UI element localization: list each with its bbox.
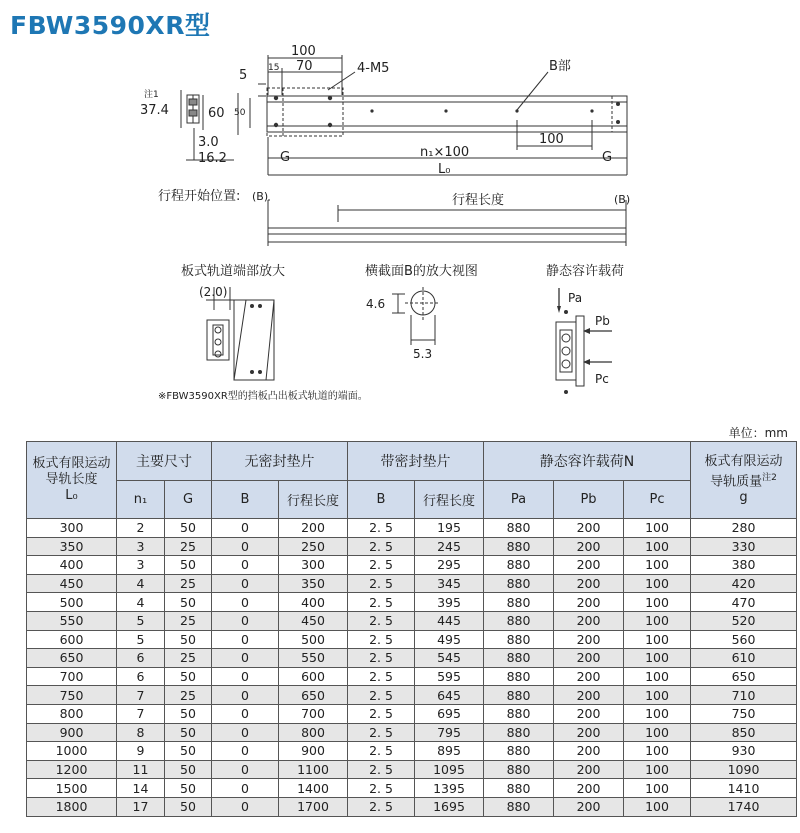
header-g: G [165,481,212,519]
table-cell: 0 [212,593,279,612]
table-cell: 0 [212,611,279,630]
table-cell: 6 [117,667,165,686]
table-cell: 7 [117,686,165,705]
detail1-title: 板式轨道端部放大 [181,264,286,279]
header-stroke-with-seal: 行程长度 [415,481,484,519]
table-cell: 2. 5 [348,686,415,705]
dim-15: 15 [268,63,280,73]
table-cell: 500 [27,593,117,612]
table-cell: 100 [624,704,691,723]
table-cell: 0 [212,556,279,575]
table-row [27,686,797,705]
table-cell: 880 [484,519,554,538]
table-cell: 50 [165,723,212,742]
table-cell: 880 [484,723,554,742]
table-cell: 200 [554,537,624,556]
table-cell: 1095 [415,760,484,779]
table-cell: 2. 5 [348,723,415,742]
table-cell: 700 [279,704,348,723]
table-cell: 200 [554,760,624,779]
table-cell: 600 [27,630,117,649]
unit-label: 单位：mm [728,426,788,440]
table-cell: 100 [624,574,691,593]
table-cell: 17 [117,797,165,816]
stroke-b-left: (B) [252,190,269,203]
table-cell: 0 [212,574,279,593]
dim-l0: L₀ [438,162,451,177]
dim-n1x100: n₁×100 [420,145,470,160]
table-cell: 2. 5 [348,611,415,630]
table-cell: 400 [27,556,117,575]
header-main-dims: 主要尺寸 [117,442,212,481]
table-row [27,704,797,723]
note-1: 注1 [144,90,159,100]
table-cell: 1400 [279,779,348,798]
header-l0-line1: 板式有限运动 [32,456,111,471]
header-l0-line2: 导轨长度 [45,472,98,487]
table-cell: 595 [415,667,484,686]
table-cell: 395 [415,593,484,612]
table-cell: 1700 [279,797,348,816]
table-cell: 750 [27,686,117,705]
table-cell: 50 [165,630,212,649]
table-cell: 1695 [415,797,484,816]
table-cell: 250 [279,537,348,556]
table-cell: 8 [117,723,165,742]
table-cell: 100 [624,630,691,649]
table-cell: 100 [624,686,691,705]
header-b-with-seal: B [348,481,415,519]
header-mass-line1: 板式有限运动 [704,453,783,469]
header-mass-unit: g [739,490,748,506]
table-row [27,760,797,779]
dim-100-top: 100 [291,44,316,59]
table-cell: 200 [554,574,624,593]
table-cell: 0 [212,686,279,705]
table-cell: 600 [279,667,348,686]
table-cell: 750 [691,704,797,723]
table-cell: 100 [624,611,691,630]
label-b-part: B部 [549,59,571,74]
table-cell: 450 [279,611,348,630]
table-cell: 880 [484,760,554,779]
table-cell: 200 [554,649,624,668]
table-cell: 2. 5 [348,760,415,779]
table-cell: 330 [691,537,797,556]
page-title: FBW3590XR型 [10,11,211,40]
table-cell: 280 [691,519,797,538]
dim-37-4: 37.4 [140,103,169,118]
table-cell: 2 [117,519,165,538]
table-cell: 4 [117,574,165,593]
table-cell: 895 [415,742,484,761]
table-cell: 2. 5 [348,742,415,761]
table-cell: 550 [279,649,348,668]
table-cell: 495 [415,630,484,649]
table-cell: 9 [117,742,165,761]
table-cell: 245 [415,537,484,556]
table-cell: 880 [484,704,554,723]
table-cell: 25 [165,649,212,668]
table-cell: 100 [624,593,691,612]
table-cell: 1100 [279,760,348,779]
table-row [27,742,797,761]
table-cell: 300 [279,556,348,575]
header-pa: Pa [484,481,554,519]
table-cell: 100 [624,537,691,556]
table-cell: 2. 5 [348,667,415,686]
table-cell: 880 [484,797,554,816]
stroke-length-label: 行程长度 [452,193,505,208]
table-row [27,630,797,649]
table-cell: 50 [165,797,212,816]
table-cell: 0 [212,667,279,686]
table-cell: 100 [624,519,691,538]
table-cell: 100 [624,760,691,779]
table-row [27,574,797,593]
table-cell: 200 [554,704,624,723]
table-cell: 710 [691,686,797,705]
table-cell: 1410 [691,779,797,798]
table-row [27,519,797,538]
dim-g-right: G [602,150,613,165]
load-pb: Pb [595,314,610,328]
header-mass-note: 注2 [762,472,777,483]
table-cell: 2. 5 [348,574,415,593]
table-cell: 200 [554,779,624,798]
table-cell: 7 [117,704,165,723]
table-cell: 100 [624,649,691,668]
table-cell: 880 [484,779,554,798]
table-cell: 2. 5 [348,593,415,612]
table-cell: 700 [27,667,117,686]
header-l0 [27,442,117,519]
table-cell: 50 [165,519,212,538]
header-static-load: 静态容许载荷N [484,442,691,481]
table-cell: 200 [554,723,624,742]
table-cell: 500 [279,630,348,649]
table-cell: 3 [117,556,165,575]
table-cell: 545 [415,649,484,668]
table-cell: 195 [415,519,484,538]
table-cell: 200 [554,686,624,705]
table-cell: 0 [212,630,279,649]
table-cell: 880 [484,630,554,649]
table-cell: 3 [117,537,165,556]
table-cell: 11 [117,760,165,779]
table-row [27,593,797,612]
load-pa: Pa [568,291,583,305]
table-cell: 0 [212,537,279,556]
detail3-title: 静态容许载荷 [546,264,625,279]
table-cell: 880 [484,537,554,556]
header-mass-line2: 导轨质量 [710,474,763,490]
header-pc: Pc [624,481,691,519]
table-cell: 200 [554,593,624,612]
table-cell: 200 [554,667,624,686]
table-cell: 6 [117,649,165,668]
dim-5: 5 [239,68,248,83]
stroke-start-label: 行程开始位置: [158,189,241,204]
table-cell: 14 [117,779,165,798]
table-cell: 610 [691,649,797,668]
header-with-seal: 带密封垫片 [348,442,484,481]
table-cell: 0 [212,742,279,761]
table-cell: 50 [165,667,212,686]
load-pc: Pc [595,372,609,386]
table-cell: 1200 [27,760,117,779]
table-cell: 380 [691,556,797,575]
table-cell: 2. 5 [348,537,415,556]
table-cell: 795 [415,723,484,742]
table-cell: 900 [279,742,348,761]
table-cell: 5 [117,630,165,649]
table-cell: 800 [279,723,348,742]
table-cell: 560 [691,630,797,649]
table-cell: 400 [279,593,348,612]
table-cell: 200 [554,797,624,816]
table-cell: 880 [484,611,554,630]
table-cell: 650 [27,649,117,668]
table-cell: 345 [415,574,484,593]
table-cell: 880 [484,556,554,575]
dim-50: 50 [234,108,246,118]
detail1-dim: (2.0) [199,285,228,299]
table-cell: 880 [484,574,554,593]
table-cell: 470 [691,593,797,612]
table-cell: 880 [484,649,554,668]
table-cell: 900 [27,723,117,742]
table-cell: 100 [624,723,691,742]
table-cell: 50 [165,704,212,723]
table-cell: 200 [554,611,624,630]
table-row [27,537,797,556]
table-cell: 50 [165,742,212,761]
table-cell: 0 [212,649,279,668]
table-cell: 650 [279,686,348,705]
table-cell: 880 [484,742,554,761]
table-cell: 200 [554,742,624,761]
table-cell: 1740 [691,797,797,816]
table-cell: 350 [27,537,117,556]
table-cell: 25 [165,537,212,556]
detail2-dim-5-3: 5.3 [413,347,433,361]
table-row [27,649,797,668]
dim-100-b: 100 [539,132,564,147]
table-cell: 520 [691,611,797,630]
table-cell: 100 [624,742,691,761]
table-cell: 25 [165,574,212,593]
table-row [27,611,797,630]
table-cell: 1500 [27,779,117,798]
table-row [27,723,797,742]
table-cell: 420 [691,574,797,593]
table-cell: 200 [554,630,624,649]
table-row [27,667,797,686]
table-cell: 445 [415,611,484,630]
table-cell: 1090 [691,760,797,779]
table-cell: 0 [212,797,279,816]
table-cell: 50 [165,779,212,798]
header-pb: Pb [554,481,624,519]
header-l0-sym: L₀ [65,488,78,503]
table-cell: 2. 5 [348,649,415,668]
table-cell: 1000 [27,742,117,761]
detail2-title: 横截面B的放大视图 [365,264,478,279]
dim-g-left: G [280,150,291,165]
table-cell: 800 [27,704,117,723]
header-mass [691,442,797,519]
table-cell: 2. 5 [348,797,415,816]
dim-m5: 4-M5 [357,61,390,76]
table-cell: 5 [117,611,165,630]
table-cell: 1395 [415,779,484,798]
table-cell: 930 [691,742,797,761]
dim-3-0: 3.0 [198,135,219,150]
table-cell: 0 [212,779,279,798]
table-cell: 650 [691,667,797,686]
table-body [27,519,797,817]
dim-16-2: 16.2 [198,151,227,166]
table-row [27,797,797,816]
dim-60: 60 [208,106,225,121]
table-row [27,779,797,798]
table-cell: 880 [484,667,554,686]
table-cell: 50 [165,556,212,575]
table-cell: 2. 5 [348,556,415,575]
header-no-seal: 无密封垫片 [212,442,348,481]
table-cell: 200 [554,556,624,575]
table-cell: 100 [624,667,691,686]
table-cell: 0 [212,519,279,538]
table-cell: 0 [212,723,279,742]
table-cell: 2. 5 [348,630,415,649]
table-cell: 100 [624,797,691,816]
table-cell: 2. 5 [348,779,415,798]
stroke-b-right: (B) [614,193,631,206]
table-row [27,556,797,575]
table-cell: 25 [165,686,212,705]
table-cell: 880 [484,593,554,612]
table-cell: 200 [554,519,624,538]
table-cell: 2. 5 [348,704,415,723]
table-cell: 295 [415,556,484,575]
detail2-dim-4-6: 4.6 [366,297,386,311]
table-cell: 2. 5 [348,519,415,538]
table-cell: 850 [691,723,797,742]
table-cell: 100 [624,779,691,798]
table-cell: 300 [27,519,117,538]
table-cell: 450 [27,574,117,593]
dim-70: 70 [296,59,313,74]
header-stroke-no-seal: 行程长度 [279,481,348,519]
table-cell: 550 [27,611,117,630]
table-cell: 645 [415,686,484,705]
header-n1: n₁ [117,481,165,519]
table-cell: 25 [165,611,212,630]
header-b-no-seal: B [212,481,279,519]
table-cell: 4 [117,593,165,612]
table-cell: 695 [415,704,484,723]
table-cell: 200 [279,519,348,538]
footnote: ※FBW3590XR型的挡板凸出板式轨道的端面。 [158,391,368,402]
table-cell: 100 [624,556,691,575]
table-cell: 0 [212,760,279,779]
spec-table [26,441,797,817]
table-cell: 50 [165,593,212,612]
table-cell: 50 [165,760,212,779]
table-cell: 0 [212,704,279,723]
table-cell: 880 [484,686,554,705]
table-cell: 1800 [27,797,117,816]
table-cell: 350 [279,574,348,593]
